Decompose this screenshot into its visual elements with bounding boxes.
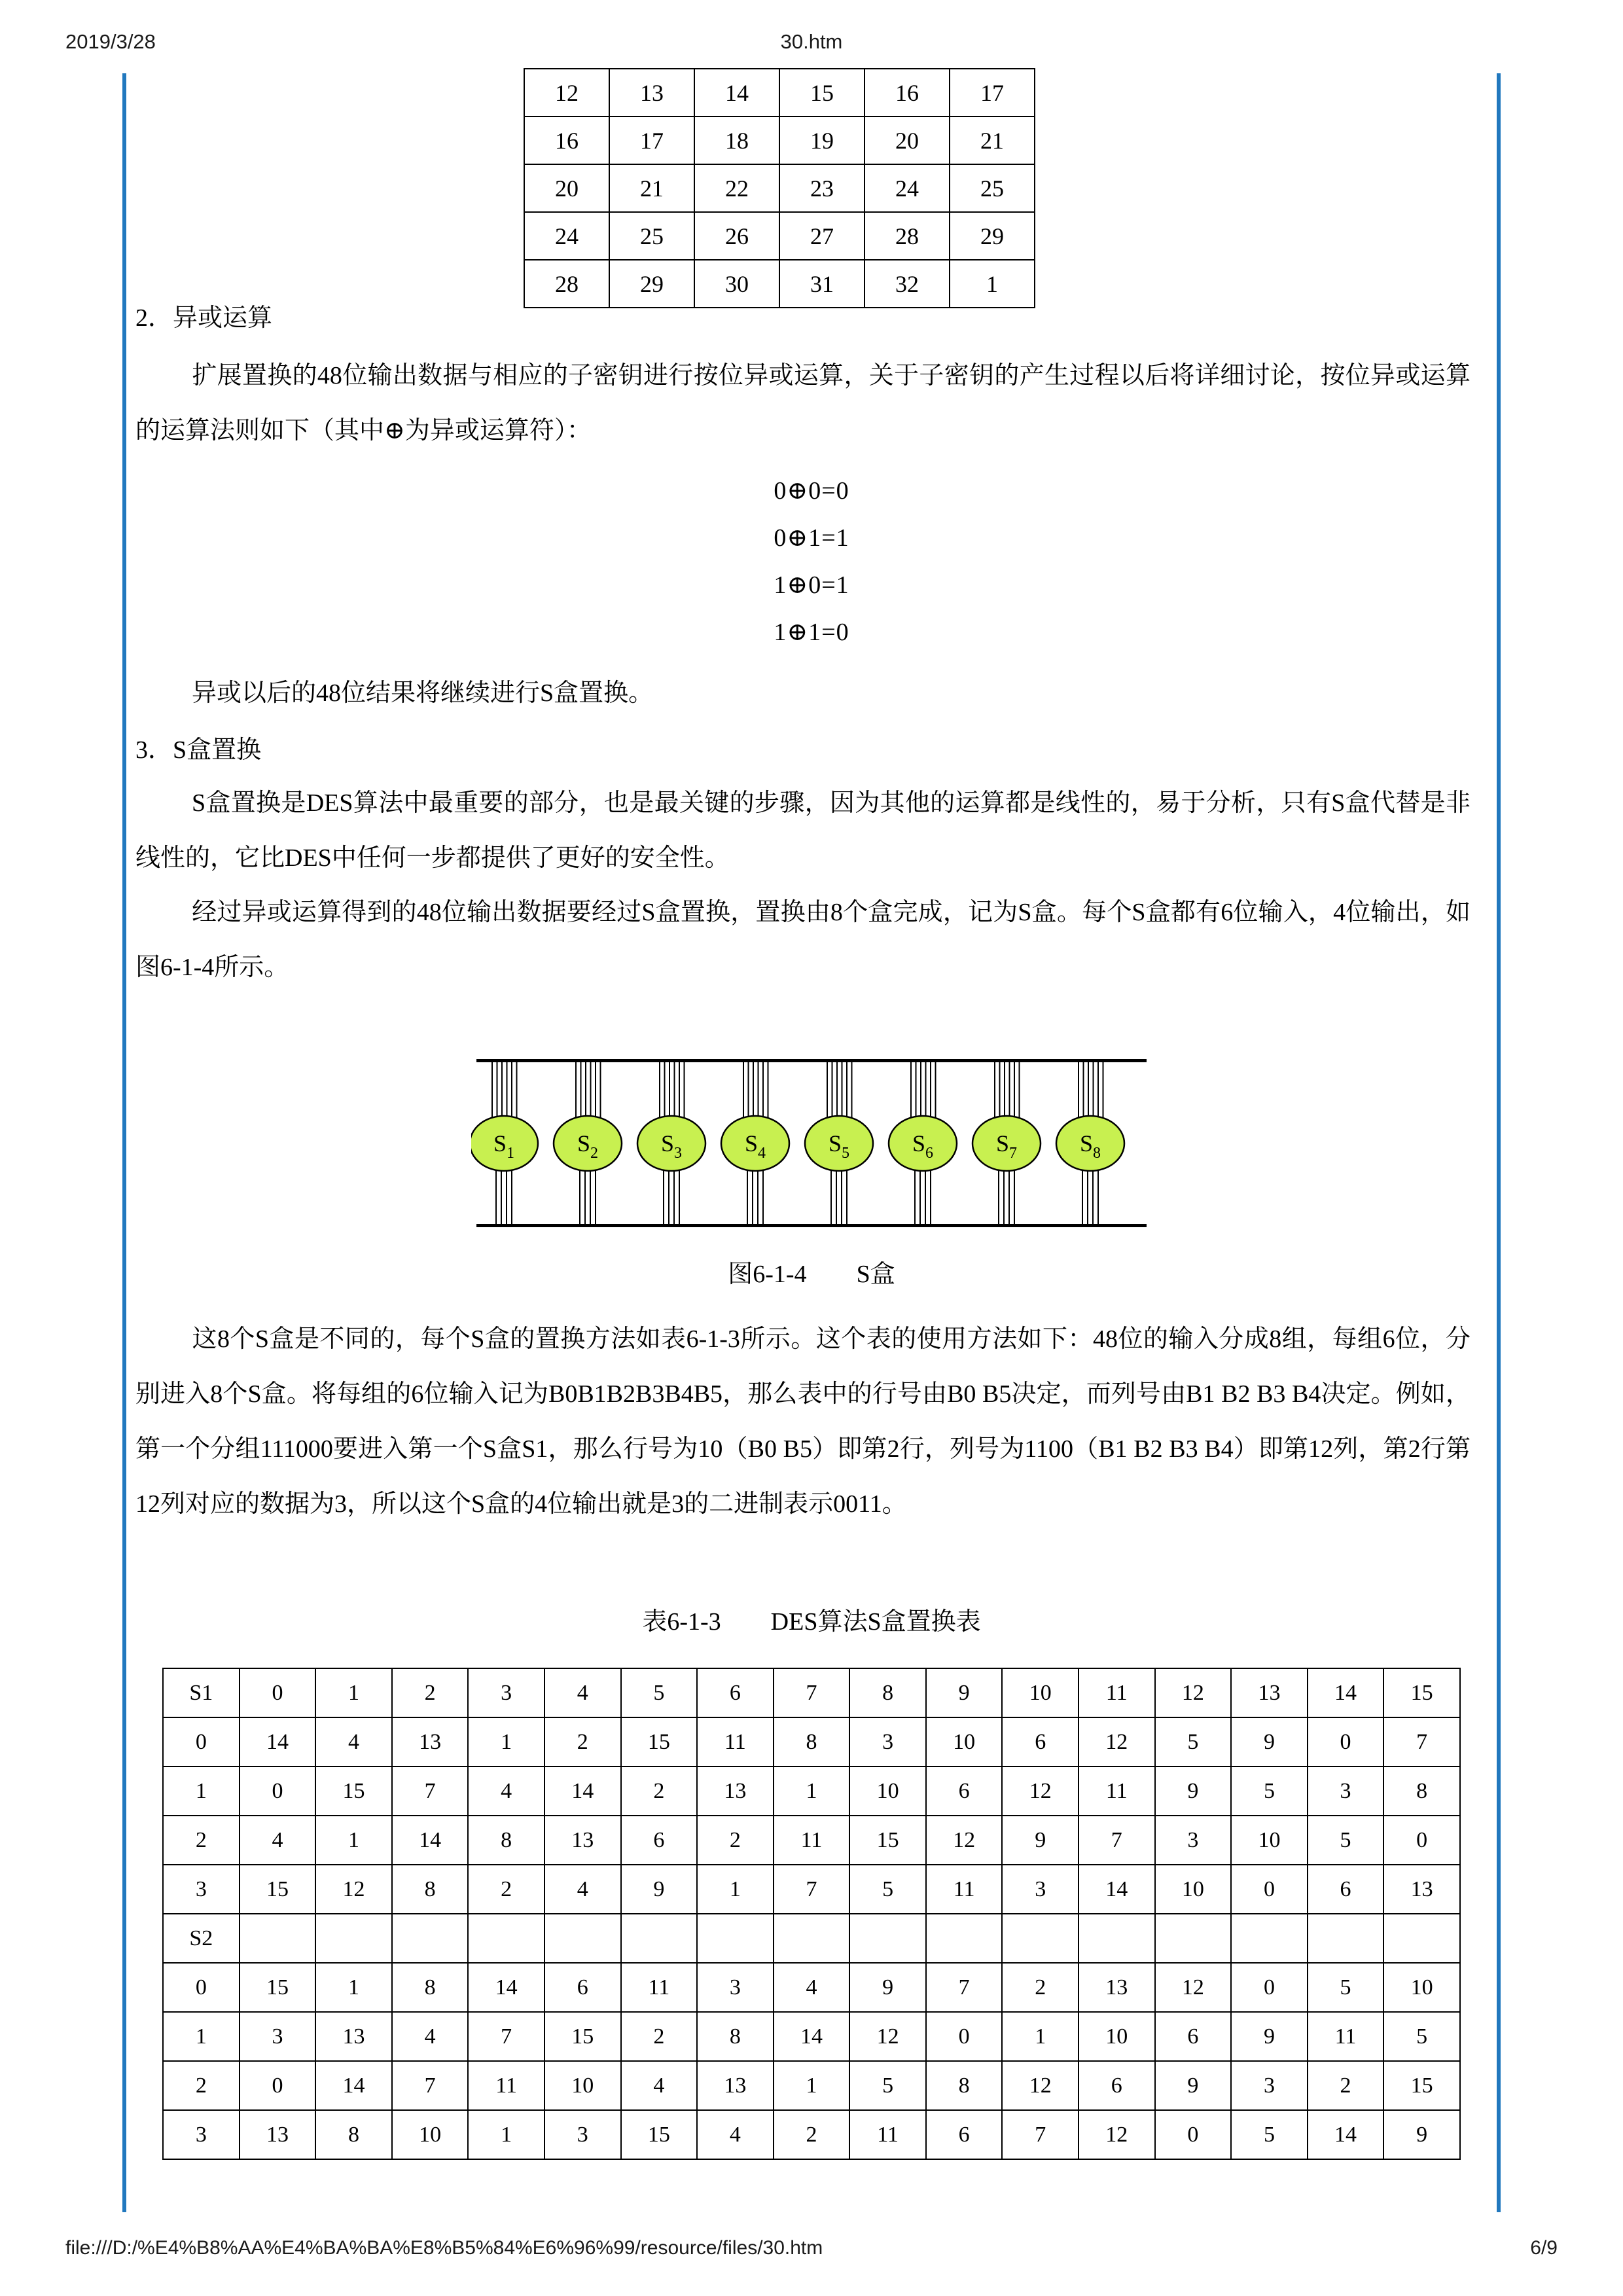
table-cell: 15 <box>1383 2061 1460 2110</box>
table-cell: 5 <box>1231 1767 1308 1816</box>
table-cell: 5 <box>1231 2110 1308 2159</box>
table-cell <box>1079 1914 1155 1963</box>
table-cell: 13 <box>392 1717 469 1767</box>
table-cell <box>697 1914 774 1963</box>
table-cell: 12 <box>315 1865 392 1914</box>
table-cell: 14 <box>1308 2110 1384 2159</box>
table-cell <box>621 1914 698 1963</box>
table-cell: 14 <box>694 69 779 117</box>
table-cell: 2 <box>774 2110 850 2159</box>
table-cell: 1 <box>315 1816 392 1865</box>
table-cell: 13 <box>609 69 694 117</box>
table-cell: 6 <box>1308 1865 1384 1914</box>
table-cell: 20 <box>524 164 609 212</box>
table-cell: 6 <box>544 1963 621 2012</box>
table-cell: 5 <box>621 1668 698 1717</box>
table-cell: 12 <box>849 2012 926 2061</box>
table-cell <box>544 1914 621 1963</box>
table-cell: 9 <box>1155 1767 1232 1816</box>
table-cell: 3 <box>849 1717 926 1767</box>
table-cell: 1 <box>697 1865 774 1914</box>
table-row-header-cell: 1 <box>163 2012 240 2061</box>
heading-xor-operation: 2．异或运算 <box>135 304 273 332</box>
table-cell: 11 <box>926 1865 1003 1914</box>
table-cell: 6 <box>926 2110 1003 2159</box>
table-cell: 20 <box>865 117 950 164</box>
table-cell: 28 <box>865 212 950 260</box>
table-cell: 6 <box>1002 1717 1079 1767</box>
table-cell: 14 <box>774 2012 850 2061</box>
xor-equation-block <box>126 467 1497 656</box>
table-cell: 7 <box>392 2061 469 2110</box>
table-cell: 13 <box>1383 1865 1460 1914</box>
output-bus-bar <box>476 1224 1147 1227</box>
table-cell <box>774 1914 850 1963</box>
expansion-permutation-table <box>524 68 1035 308</box>
table-cell: 32 <box>865 260 950 308</box>
table-cell: 15 <box>849 1816 926 1865</box>
table-cell: 12 <box>926 1816 1003 1865</box>
table-cell: 5 <box>1308 1816 1384 1865</box>
table-cell: 14 <box>468 1963 544 2012</box>
paragraph-xor-intro <box>135 348 1471 458</box>
sbox-label: $S_6$ <box>912 1130 934 1162</box>
table-cell: 10 <box>849 1767 926 1816</box>
table-cell: 4 <box>468 1767 544 1816</box>
table-cell: 14 <box>1308 1668 1384 1717</box>
table-cell <box>468 1914 544 1963</box>
table-cell: 16 <box>524 117 609 164</box>
table-cell: 10 <box>1231 1816 1308 1865</box>
table-cell: 11 <box>468 2061 544 2110</box>
table-cell: 1 <box>315 1963 392 2012</box>
table-cell: 11 <box>1079 1668 1155 1717</box>
sbox-label: $S_1$ <box>493 1130 515 1162</box>
table-cell: 10 <box>926 1717 1003 1767</box>
table-cell: 21 <box>609 164 694 212</box>
sbox-label: $S_8$ <box>1079 1130 1101 1162</box>
table-cell: 5 <box>849 1865 926 1914</box>
table-cell: 31 <box>779 260 865 308</box>
print-header <box>0 30 1623 63</box>
table-cell: 15 <box>1383 1668 1460 1717</box>
table-cell: 14 <box>315 2061 392 2110</box>
table-cell: 5 <box>1383 2012 1460 2061</box>
table-cell: 4 <box>544 1865 621 1914</box>
sbox-label: $S_5$ <box>828 1130 850 1162</box>
table-cell: 15 <box>621 2110 698 2159</box>
table-cell: 13 <box>1079 1963 1155 2012</box>
table-cell <box>392 1914 469 1963</box>
table-cell: 8 <box>697 2012 774 2061</box>
table-cell: 30 <box>694 260 779 308</box>
footer-file-url: file:///D:/%E4%B8%AA%E4%BA%BA%E8%B5%84%E6%96%99/resource/files/30.htm <box>65 2237 823 2259</box>
table-cell: 8 <box>1383 1767 1460 1816</box>
table-row-header-cell: 3 <box>163 1865 240 1914</box>
heading-sbox-substitution: 3．S盒置换 <box>135 736 262 764</box>
table-row-header-cell: 2 <box>163 1816 240 1865</box>
des-sbox-substitution-table <box>162 1668 1461 2160</box>
table-row-header-cell: 0 <box>163 1717 240 1767</box>
table-cell <box>1383 1914 1460 1963</box>
table-cell: 2 <box>697 1816 774 1865</box>
table-row <box>163 2061 1460 2110</box>
table-cell: 0 <box>1231 1963 1308 2012</box>
paragraph-xor-closing <box>135 666 1471 721</box>
table-row <box>163 2110 1460 2159</box>
table-cell: 9 <box>621 1865 698 1914</box>
table-cell: 17 <box>950 69 1035 117</box>
xor-equation-line: 0⊕1=1 <box>774 524 849 552</box>
table-row <box>163 1717 1460 1767</box>
table-cell: 0 <box>240 2061 316 2110</box>
sbox-diagram-svg <box>471 1055 1152 1232</box>
table-cell: 13 <box>315 2012 392 2061</box>
table-cell: 11 <box>1079 1767 1155 1816</box>
paragraph-text: 经过异或运算得到的48位输出数据要经过S盒置换，置换由8个盒完成，记为S盒。每个S盒都有6位输入，4位输出，如图6-1-4所示。 <box>135 899 1471 981</box>
table-cell: 3 <box>468 1668 544 1717</box>
table-cell: 13 <box>697 2061 774 2110</box>
table-cell: 7 <box>774 1668 850 1717</box>
table-row <box>163 1914 1460 1963</box>
table-row <box>524 69 1035 117</box>
table-cell: 4 <box>697 2110 774 2159</box>
table-cell: 8 <box>468 1816 544 1865</box>
sbox-node-S4 <box>721 1060 789 1226</box>
table-cell: 9 <box>1002 1816 1079 1865</box>
table-row-header-cell: 2 <box>163 2061 240 2110</box>
table-row-header-cell: 1 <box>163 1767 240 1816</box>
table-cell: 3 <box>1231 2061 1308 2110</box>
paragraph-text: 异或以后的48位结果将继续进行S盒置换。 <box>192 679 654 707</box>
sbox-node-S1 <box>471 1060 538 1226</box>
xor-equation-line: 0⊕0=0 <box>774 477 849 505</box>
table-cell: 3 <box>1155 1816 1232 1865</box>
sbox-node-S6 <box>889 1060 957 1226</box>
sbox-table <box>162 1668 1461 2160</box>
table-cell: 5 <box>1308 1963 1384 2012</box>
paragraph-sbox-usage <box>135 1312 1471 1532</box>
table-cell: 15 <box>240 1865 316 1914</box>
table-row-header-cell: 0 <box>163 1963 240 2012</box>
table-cell: 12 <box>1002 1767 1079 1816</box>
expansion-table-body <box>524 69 1035 308</box>
table-cell: 0 <box>1231 1865 1308 1914</box>
table-cell: 10 <box>1383 1963 1460 2012</box>
table-cell: 24 <box>865 164 950 212</box>
sbox-node-S7 <box>972 1060 1041 1226</box>
table-cell: 5 <box>1155 1717 1232 1767</box>
table-cell: 10 <box>544 2061 621 2110</box>
table-cell: 0 <box>1308 1717 1384 1767</box>
table-cell <box>240 1914 316 1963</box>
table-row <box>163 1668 1460 1717</box>
xor-equation-line: 1⊕0=1 <box>774 571 849 599</box>
sbox-node-S8 <box>1056 1060 1124 1226</box>
table-cell: 18 <box>694 117 779 164</box>
footer-page-number: 6/9 <box>1530 2237 1558 2259</box>
table-cell: 10 <box>392 2110 469 2159</box>
table-cell: 25 <box>950 164 1035 212</box>
table-cell: 10 <box>1079 2012 1155 2061</box>
table-cell: 2 <box>1308 2061 1384 2110</box>
table-cell: 4 <box>621 2061 698 2110</box>
table-cell: 3 <box>1002 1865 1079 1914</box>
table-cell <box>315 1914 392 1963</box>
table-cell: 24 <box>524 212 609 260</box>
table-cell: 8 <box>315 2110 392 2159</box>
table-cell: 21 <box>950 117 1035 164</box>
table-cell: 9 <box>926 1668 1003 1717</box>
table-cell: 4 <box>240 1816 316 1865</box>
table-row <box>163 1865 1460 1914</box>
table-cell: 2 <box>621 2012 698 2061</box>
table-cell: 27 <box>779 212 865 260</box>
table-cell: 11 <box>621 1963 698 2012</box>
table-cell: 8 <box>926 2061 1003 2110</box>
sbox-node-S3 <box>637 1060 705 1226</box>
table-cell: 6 <box>621 1816 698 1865</box>
table-cell: 6 <box>926 1767 1003 1816</box>
table-cell: 28 <box>524 260 609 308</box>
sbox-table-body <box>163 1668 1460 2159</box>
table-cell: 19 <box>779 117 865 164</box>
table-cell: 9 <box>1231 2012 1308 2061</box>
table-cell: 26 <box>694 212 779 260</box>
page-rule-right <box>1497 73 1501 2212</box>
table-cell: 1 <box>950 260 1035 308</box>
table-row <box>524 212 1035 260</box>
table-cell: 9 <box>1383 2110 1460 2159</box>
table-cell <box>1002 1914 1079 1963</box>
table-cell: 15 <box>240 1963 316 2012</box>
xor-equation-line: 1⊕1=0 <box>774 619 849 646</box>
table-cell: 23 <box>779 164 865 212</box>
print-doc-name: 30.htm <box>780 30 843 53</box>
table-cell: 4 <box>774 1963 850 2012</box>
sbox-label: $S_4$ <box>744 1130 766 1162</box>
table-cell: 7 <box>1002 2110 1079 2159</box>
table-cell: 4 <box>315 1717 392 1767</box>
table-cell <box>1155 1914 1232 1963</box>
table-cell: 29 <box>950 212 1035 260</box>
print-footer <box>0 2237 1623 2270</box>
table-cell: 1 <box>774 2061 850 2110</box>
table-cell: 14 <box>392 1816 469 1865</box>
sbox-group-layer <box>471 1060 1124 1226</box>
table-row <box>524 117 1035 164</box>
table-cell: 11 <box>774 1816 850 1865</box>
table-caption: 表6-1-3 DES算法S盒置换表 <box>642 1608 981 1636</box>
table-cell: 22 <box>694 164 779 212</box>
table-cell: 3 <box>697 1963 774 2012</box>
table-cell: 8 <box>849 1668 926 1717</box>
table-cell: 7 <box>774 1865 850 1914</box>
table-row <box>163 2012 1460 2061</box>
table-cell: 14 <box>544 1767 621 1816</box>
table-cell: 1 <box>468 1717 544 1767</box>
table-cell: 0 <box>1155 2110 1232 2159</box>
table-cell: 16 <box>865 69 950 117</box>
table-cell: 15 <box>779 69 865 117</box>
table-cell: 2 <box>468 1865 544 1914</box>
table-cell: 12 <box>1079 1717 1155 1767</box>
table-cell: 11 <box>849 2110 926 2159</box>
sbox-diagram-canvas <box>471 1055 1152 1232</box>
table-cell <box>849 1914 926 1963</box>
table-cell: 7 <box>468 2012 544 2061</box>
table-row-header-cell: S2 <box>163 1914 240 1963</box>
table-cell: 2 <box>621 1767 698 1816</box>
table-cell: 8 <box>392 1963 469 2012</box>
sbox-label: $S_2$ <box>577 1130 599 1162</box>
table-cell: 7 <box>1079 1816 1155 1865</box>
table-row-header-cell: 3 <box>163 2110 240 2159</box>
table-cell: 1 <box>468 2110 544 2159</box>
figure-sbox-diagram <box>126 1055 1497 1235</box>
table-cell: 5 <box>849 2061 926 2110</box>
table-cell: 2 <box>1002 1963 1079 2012</box>
table-cell: 10 <box>1155 1865 1232 1914</box>
table-row-header-cell: S1 <box>163 1668 240 1717</box>
table-cell: 10 <box>1002 1668 1079 1717</box>
table-cell: 3 <box>240 2012 316 2061</box>
table-cell: 29 <box>609 260 694 308</box>
sbox-node-S5 <box>805 1060 873 1226</box>
table-cell: 3 <box>544 2110 621 2159</box>
paragraph-text: S盒置换是DES算法中最重要的部分，也是最关键的步骤，因为其他的运算都是线性的，易于分析，只有S盒代替是非线性的，它比DES中任何一步都提供了更好的安全性。 <box>135 789 1471 872</box>
table-cell <box>926 1914 1003 1963</box>
table-cell: 4 <box>544 1668 621 1717</box>
table-cell: 0 <box>926 2012 1003 2061</box>
table-cell: 4 <box>392 2012 469 2061</box>
table-cell: 9 <box>1155 2061 1232 2110</box>
paragraph-sbox-importance <box>135 776 1471 886</box>
table-cell: 9 <box>1231 1717 1308 1767</box>
table-cell: 17 <box>609 117 694 164</box>
table-cell: 0 <box>240 1767 316 1816</box>
table-cell: 15 <box>621 1717 698 1767</box>
table-cell: 15 <box>315 1767 392 1816</box>
table-cell: 12 <box>1155 1668 1232 1717</box>
table-cell: 11 <box>1308 2012 1384 2061</box>
table-cell: 12 <box>524 69 609 117</box>
table-cell: 25 <box>609 212 694 260</box>
table-cell: 6 <box>1155 2012 1232 2061</box>
table-cell: 1 <box>1002 2012 1079 2061</box>
paragraph-text: 扩展置换的48位输出数据与相应的子密钥进行按位异或运算，关于子密钥的产生过程以后将详细讨论，按位异或运算的运算法则如下（其中⊕为异或运算符）： <box>135 362 1471 444</box>
table-cell: 8 <box>392 1865 469 1914</box>
table-cell: 15 <box>544 2012 621 2061</box>
table-cell <box>1231 1914 1308 1963</box>
table-row <box>163 1767 1460 1816</box>
figure-caption: 图6-1-4 S盒 <box>728 1261 895 1288</box>
table-cell: 12 <box>1155 1963 1232 2012</box>
table-cell: 14 <box>240 1717 316 1767</box>
print-date: 2019/3/28 <box>65 30 156 53</box>
paragraph-sbox-structure <box>135 885 1471 995</box>
sbox-node-S2 <box>554 1060 622 1226</box>
sbox-label: $S_7$ <box>995 1130 1018 1162</box>
table-cell: 13 <box>544 1816 621 1865</box>
table-cell: 13 <box>697 1767 774 1816</box>
table-cell: 2 <box>392 1668 469 1717</box>
table-cell: 0 <box>240 1668 316 1717</box>
table-cell: 7 <box>392 1767 469 1816</box>
expansion-table <box>524 68 1035 308</box>
table-cell: 3 <box>1308 1767 1384 1816</box>
table-cell: 6 <box>697 1668 774 1717</box>
table-cell: 13 <box>1231 1668 1308 1717</box>
table-row <box>524 260 1035 308</box>
table-cell: 1 <box>774 1767 850 1816</box>
sbox-label: $S_3$ <box>660 1130 683 1162</box>
input-bus-bar <box>476 1059 1147 1062</box>
table-cell: 0 <box>1383 1816 1460 1865</box>
table-row <box>163 1816 1460 1865</box>
table-cell: 9 <box>849 1963 926 2012</box>
table-cell: 13 <box>240 2110 316 2159</box>
table-cell: 6 <box>1079 2061 1155 2110</box>
table-row <box>524 164 1035 212</box>
table-cell: 7 <box>1383 1717 1460 1767</box>
table-cell: 11 <box>697 1717 774 1767</box>
table-cell: 14 <box>1079 1865 1155 1914</box>
table-cell <box>1308 1914 1384 1963</box>
table-cell: 7 <box>926 1963 1003 2012</box>
table-row <box>163 1963 1460 2012</box>
table-cell: 8 <box>774 1717 850 1767</box>
table-cell: 12 <box>1002 2061 1079 2110</box>
table-cell: 2 <box>544 1717 621 1767</box>
paragraph-text: 这8个S盒是不同的，每个S盒的置换方法如表6-1-3所示。这个表的使用方法如下：48位的输入分成8组，每组6位，分别进入8个S盒。将每组的6位输入记为B0B1B2B3B4B5，那么表中的行号由B0 B5决定，而列号由B1 B2 B3 B4决定。例如，第一个分组111000要进入第一个S盒S1，那么行号为10（B0 B5）即第2行，列号为1100（B1 B2 B3 B4）即第12列，第2行第12列对应的数据为3，所以这个S盒的4位输出就是3的二进制表示0011。 <box>135 1325 1471 1518</box>
table-cell: 1 <box>315 1668 392 1717</box>
table-cell: 12 <box>1079 2110 1155 2159</box>
